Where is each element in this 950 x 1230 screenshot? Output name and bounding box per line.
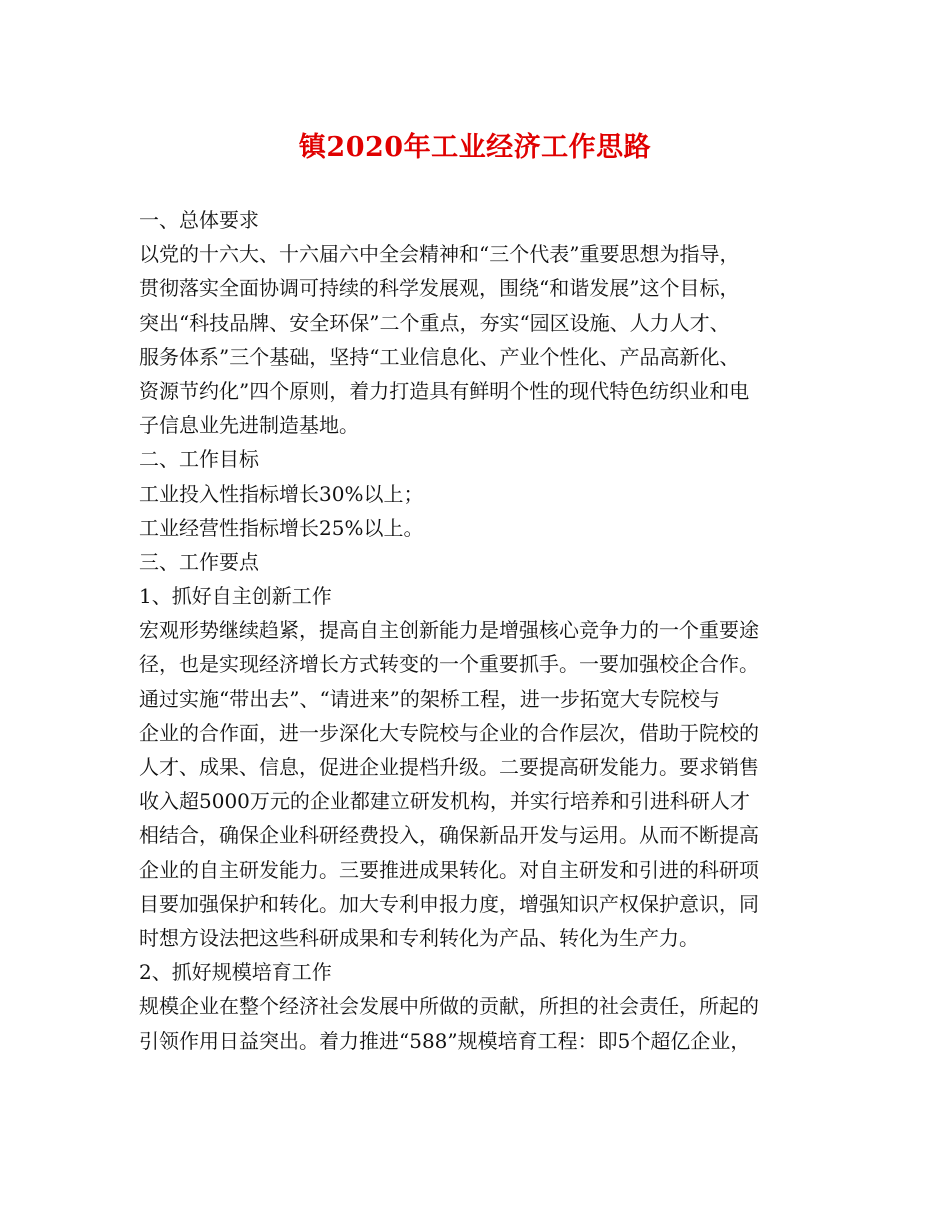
text-line: 三、工作要点 (139, 549, 259, 574)
text-line: 规模企业在整个经济社会发展中所做的贡献，所担的社会责任，所起的 (139, 994, 759, 1019)
text-line: 企业的自主研发能力。三要推进成果转化。对自主研发和引进的科研项 (139, 857, 759, 882)
text-line: 宏观形势继续趋紧，提高自主创新能力是增强核心竞争力的一个重要途 (139, 618, 759, 643)
text-line: 工业经营性指标增长25%以上。 (139, 515, 424, 540)
text-line: 引领作用日益突出。着力推进“588”规模培育工程：即5个超亿企业， (139, 1028, 751, 1053)
text-line: 通过实施“带出去”、“请进来”的架桥工程，进一步拓宽大专院校与 (139, 686, 720, 711)
text-line: 1、抓好自主创新工作 (139, 584, 332, 609)
text-line: 突出“科技品牌、安全环保”二个重点，夯实“园区设施、人力人才、 (139, 310, 730, 335)
text-line: 径，也是实现经济增长方式转变的一个重要抓手。一要加强校企合作。 (139, 652, 759, 677)
document-body (139, 203, 819, 1058)
text-line: 企业的合作面，进一步深化大专院校与企业的合作层次，借助于院校的 (139, 720, 759, 745)
text-line: 时想方设法把这些科研成果和专利转化为产品、转化为生产力。 (139, 925, 699, 950)
text-line: 子信息业先进制造基地。 (139, 413, 359, 438)
text-line: 二、工作目标 (139, 447, 259, 472)
text-line: 服务体系”三个基础，坚持“工业信息化、产业个性化、产品高新化、 (139, 344, 740, 369)
text-line: 人才、成果、信息，促进企业提档升级。二要提高研发能力。要求销售 (139, 755, 759, 779)
text-line: 2、抓好规模培育工作 (139, 960, 332, 985)
text-line: 资源节约化”四个原则，着力打造具有鲜明个性的现代特色纺织业和电 (139, 378, 750, 403)
text-line: 目要加强保护和转化。加大专利申报力度，增强知识产权保护意识，同 (139, 891, 759, 916)
text-line: 一、总体要求 (139, 208, 259, 232)
text-line: 以党的十六大、十六届六中全会精神和“三个代表”重要思想为指导， (139, 242, 740, 267)
text-line: 贯彻落实全面协调可持续的科学发展观，围绕“和谐发展”这个目标， (139, 276, 740, 301)
text-line: 相结合，确保企业科研经费投入，确保新品开发与运用。从而不断提高 (139, 823, 759, 848)
text-line: 收入超5000万元的企业都建立研发机构，并实行培养和引进科研人才 (139, 789, 750, 814)
document-title: 镇2020年工业经济工作思路 (298, 132, 652, 163)
text-line: 工业投入性指标增长30%以上； (139, 481, 424, 506)
